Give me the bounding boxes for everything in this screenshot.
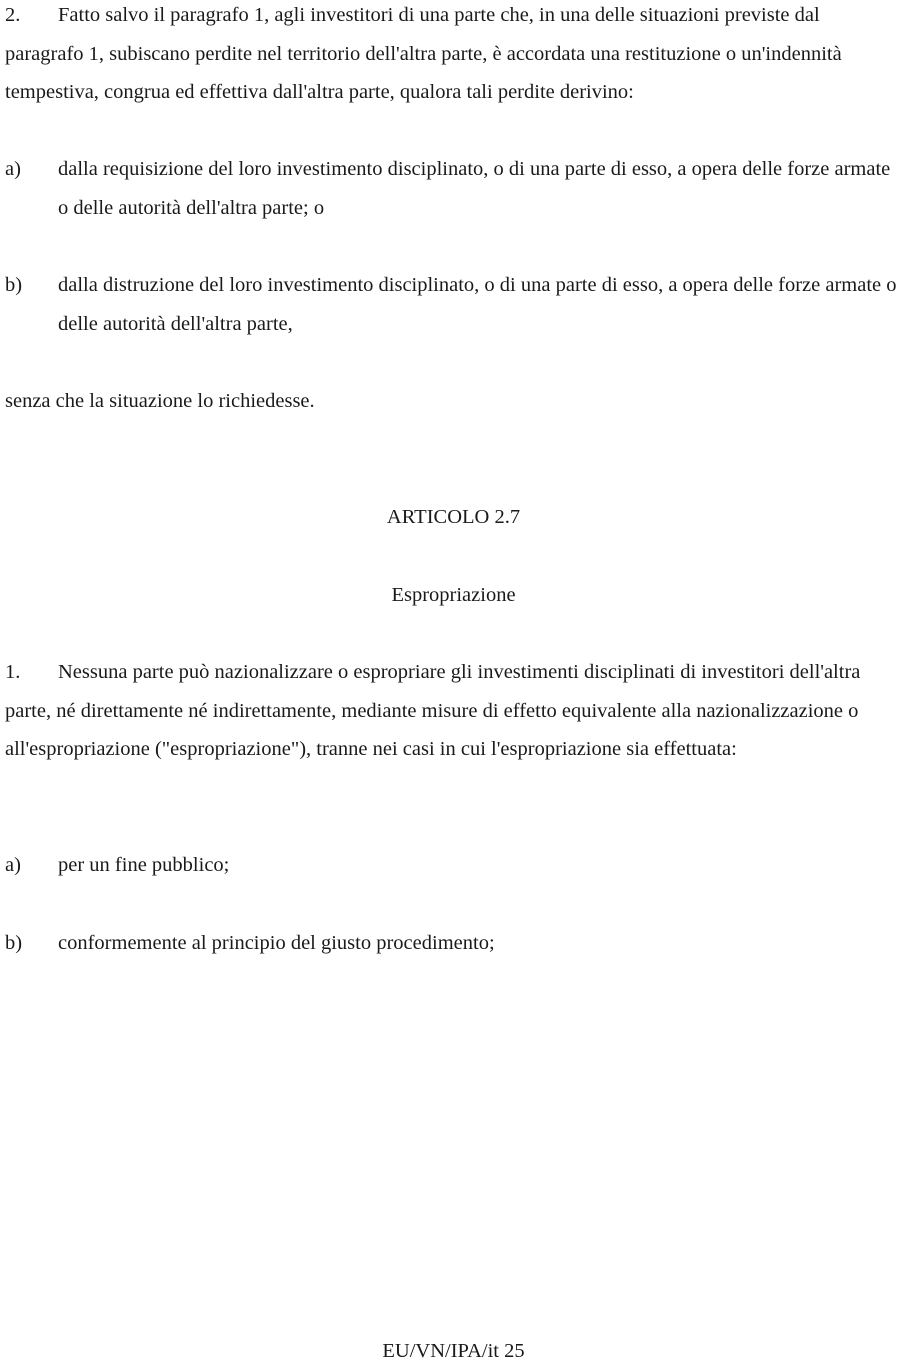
article-paragraph-1 [5,653,902,769]
list-item-a-letter: a) [5,158,21,180]
article-list-item-a [5,846,902,885]
article-title: Espropriazione [391,584,516,606]
list-item-a-text: dalla requisizione del loro investimento disciplinato, o di una parte di esso, a opera delle forze armate o delle autorità dell'altra parte; o [58,158,891,219]
paragraph-2-text: Fatto salvo il paragrafo 1, agli investitori di una parte che, in una delle situazioni previste dal paragrafo 1, subiscano perdite nel territorio dell'altra parte, è accordata una restituzione o un'indennità tempestiva, congrua ed effettiva dall'altra parte, qualora tali perdite derivino: [5,4,842,104]
article-list-item-b [5,924,902,963]
list-item-b-text: dalla distruzione del loro investimento disciplinato, o di una parte di esso, a opera delle forze armate o delle autorità dell'altra parte, [58,274,897,335]
paragraph-2 [5,0,902,112]
article-list-item-a-text: per un fine pubblico; [58,854,230,876]
list-item-b-letter: b) [5,274,23,296]
page-footer: EU/VN/IPA/it 25 [382,1340,525,1362]
paragraph-2-closing: senza che la situazione lo richiedesse. [5,390,315,412]
paragraph-2-body [5,0,902,112]
paragraph-2-number: 2. [5,4,21,26]
article-list-item-a-letter: a) [5,854,21,876]
article-paragraph-1-body [5,653,902,769]
article-heading: ARTICOLO 2.7 [386,506,521,528]
article-list-item-b-text: conformemente al principio del giusto procedimento; [58,932,495,954]
list-item-a [5,150,902,227]
article-paragraph-1-text: Nessuna parte può nazionalizzare o espropriare gli investimenti disciplinati di investitori dell'altra parte, né direttamente né indirettamente, mediante misure di effetto equivalente alla nazionalizzazione o all'espropriazione ("espropriazione"), tranne nei casi in cui l'espropriazione sia effettuata: [5,661,861,761]
list-item-b [5,266,902,343]
article-list-item-b-letter: b) [5,932,23,954]
article-paragraph-1-number: 1. [5,661,21,683]
